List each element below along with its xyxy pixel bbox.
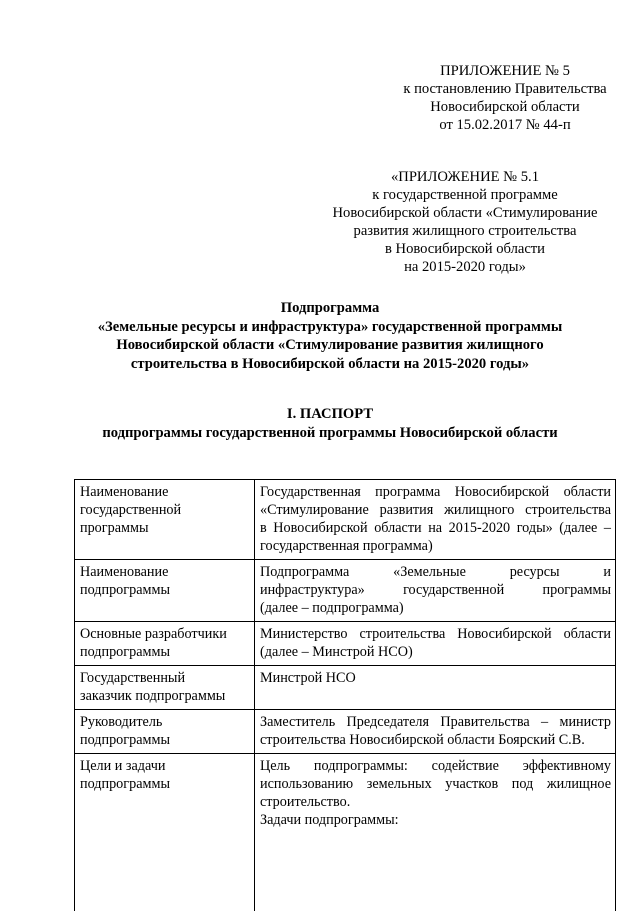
appendix-line: от 15.02.2017 № 44-п (390, 116, 620, 134)
value-line: Задачи подпрограммы: (260, 811, 611, 829)
appendix-line: к постановлению Правительства (390, 80, 620, 98)
label-line: Цели и задачи (80, 757, 250, 775)
row-label (75, 754, 255, 911)
table-row (75, 754, 616, 911)
appendix-block (390, 62, 620, 134)
appendix-sub-line: развития жилищного строительства (315, 222, 615, 240)
passport-table (74, 479, 616, 911)
value-line: Министерство строительства Новосибирской области (260, 625, 611, 643)
label-line: Государственный (80, 669, 250, 687)
label-line: подпрограммы (80, 581, 250, 599)
value-line: использованию земельных участков под жилищное (260, 775, 611, 793)
appendix-sub-line: «ПРИЛОЖЕНИЕ № 5.1 (315, 168, 615, 186)
passport-heading: I. ПАСПОРТ (30, 405, 630, 424)
value-line: строительства Новосибирской области Боярский С.В. (260, 731, 611, 749)
value-line: строительство. (260, 793, 611, 811)
value-line: государственная программа) (260, 537, 611, 555)
row-value (255, 754, 616, 911)
label-line: Основные разработчики (80, 625, 250, 643)
value-line: инфраструктура» государственной программы (260, 581, 611, 599)
table-row (75, 560, 616, 622)
label-line: подпрограммы (80, 731, 250, 749)
appendix-line: Новосибирской области (390, 98, 620, 116)
value-line: Государственная программа Новосибирской области (260, 483, 611, 501)
value-line: (далее – Минстрой НСО) (260, 643, 611, 661)
row-value (255, 480, 616, 560)
appendix-line: ПРИЛОЖЕНИЕ № 5 (390, 62, 620, 80)
label-line: Наименование (80, 563, 250, 581)
appendix-sub-line: на 2015-2020 годы» (315, 258, 615, 276)
row-label (75, 622, 255, 666)
row-value (255, 710, 616, 754)
value-line: в Новосибирской области на 2015-2020 годы» (далее – (260, 519, 611, 537)
table-row (75, 622, 616, 666)
subprogram-title-line: Подпрограмма (30, 299, 630, 318)
label-line: Руководитель (80, 713, 250, 731)
subprogram-title-line: Новосибирской области «Стимулирование развития жилищного (30, 336, 630, 355)
label-line: подпрограммы (80, 775, 250, 793)
row-value (255, 666, 616, 710)
row-value (255, 560, 616, 622)
table-row (75, 480, 616, 560)
value-line: Минстрой НСО (260, 669, 611, 687)
label-line: Наименование (80, 483, 250, 501)
passport-title (30, 405, 630, 442)
value-line: Цель подпрограммы: содействие эффективному (260, 757, 611, 775)
subprogram-title (30, 299, 630, 373)
appendix-sub-line: в Новосибирской области (315, 240, 615, 258)
value-line: Заместитель Председателя Правительства – министр (260, 713, 611, 731)
label-line: заказчик подпрограммы (80, 687, 250, 705)
subprogram-title-line: строительства в Новосибирской области на 2015-2020 годы» (30, 355, 630, 374)
row-value (255, 622, 616, 666)
row-label (75, 560, 255, 622)
row-label (75, 710, 255, 754)
label-line: государственной (80, 501, 250, 519)
label-line: подпрограммы (80, 643, 250, 661)
appendix-sub-line: к государственной программе (315, 186, 615, 204)
row-label (75, 666, 255, 710)
table-row (75, 710, 616, 754)
passport-subheading: подпрограммы государственной программы Новосибирской области (30, 424, 630, 443)
value-line: Подпрограмма «Земельные ресурсы и (260, 563, 611, 581)
row-label (75, 480, 255, 560)
subprogram-title-line: «Земельные ресурсы и инфраструктура» государственной программы (30, 318, 630, 337)
value-line: (далее – подпрограмма) (260, 599, 611, 617)
label-line: программы (80, 519, 250, 537)
appendix-sub-line: Новосибирской области «Стимулирование (315, 204, 615, 222)
value-line: «Стимулирование развития жилищного строительства (260, 501, 611, 519)
table-row (75, 666, 616, 710)
appendix-sub-block (315, 168, 615, 276)
